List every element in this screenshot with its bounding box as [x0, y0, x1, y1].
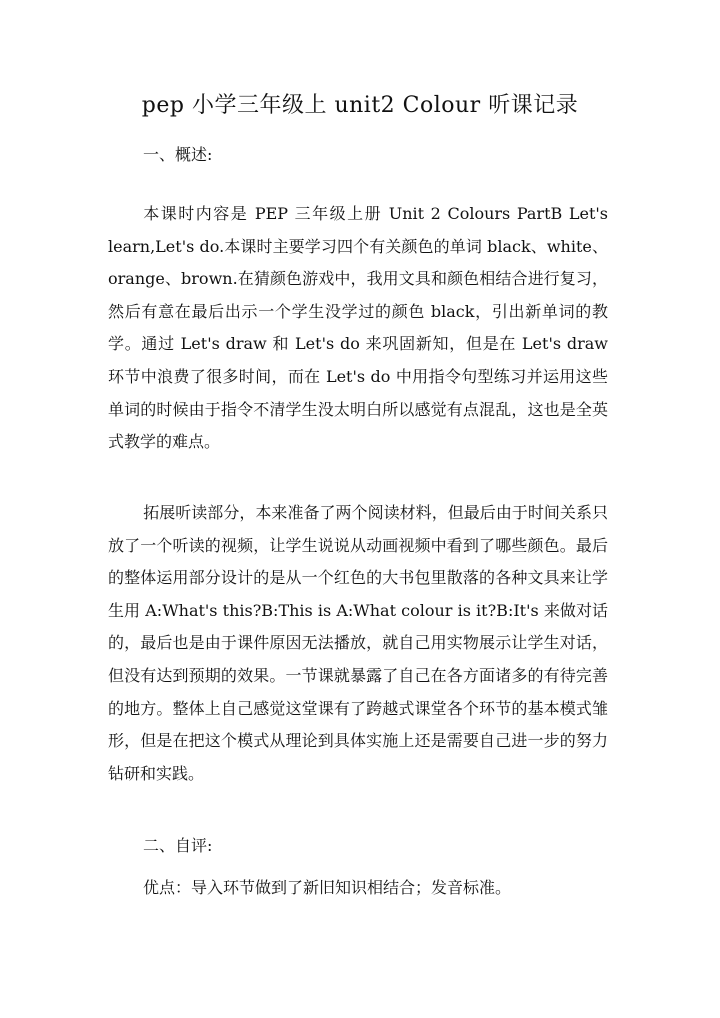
strengths-line: 优点：导入环节做到了新旧知识相结合；发音标准。: [143, 878, 512, 897]
section-heading-overview: 一、概述:: [143, 145, 213, 164]
section-heading-self-evaluation: 二、自评:: [143, 836, 213, 855]
overview-paragraph-1: 本课时内容是 PEP 三年级上册 Unit 2 Colours PartB Let's learn,Let's do.本课时主要学习四个有关颜色的单词 black、white、orange、brown.在猜颜色游戏中，我用文具和颜色相结合进行复习，然后有意在最后出示一个学生没学过的颜色 black，引出新单词的教学。通过 Let's draw 和 Let's do 来巩固新知，但是在 Let's draw 环节中浪费了很多时间，而在 Let's do 中用指令句型练习并运用这些单词的时候由于指令不清学生没太明白所以感觉有点混乱，这也是全英式教学的难点。: [108, 204, 608, 452]
document-title: pep 小学三年级上 unit2 Colour 听课记录: [141, 93, 579, 118]
overview-paragraph-2: 拓展听读部分，本来准备了两个阅读材料，但最后由于时间关系只放了一个听读的视频，让学生说说从动画视频中看到了哪些颜色。最后的整体运用部分设计的是从一个红色的大书包里散落的各种文具来让学生用 A:What's this?B:This is A:What colour is it?B:It's 来做对话的，最后也是由于课件原因无法播放，就自己用实物展示让学生对话，但没有达到预期的效果。一节课就暴露了自己在各方面诸多的有待完善的地方。整体上自己感觉这堂课有了跨越式课堂各个环节的基本模式雏形，但是在把这个模式从理论到具体实施上还是需要自己进一步的努力钻研和实践。: [108, 503, 608, 783]
